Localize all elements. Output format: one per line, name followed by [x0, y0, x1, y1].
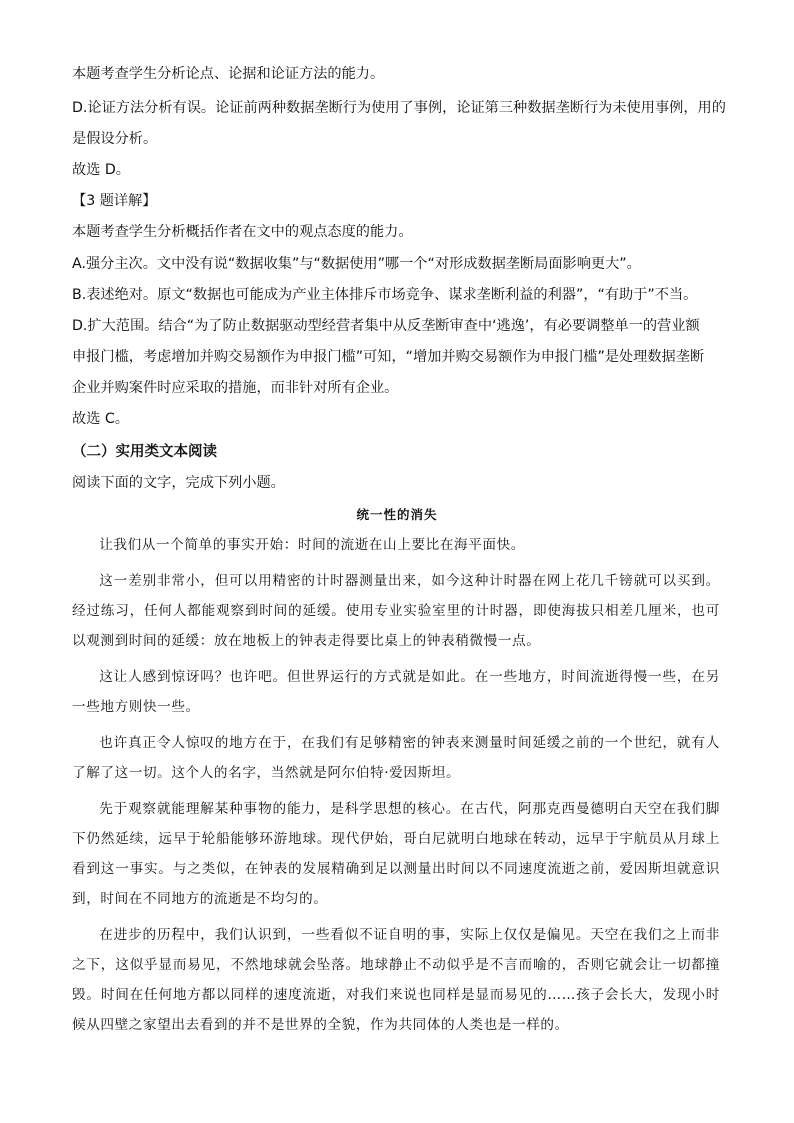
solution3-option-d-line3: 企业并购案件时应采取的措施，而非针对所有企业。	[72, 380, 399, 396]
solution3-option-a: A.强分主次。文中没有说“数据收集”与“数据使用”哪一个“对形成数据垄断局面影响更大”。	[72, 256, 641, 272]
article-paragraph: 也许真正令人惊叹的地方在于，在我们有足够精密的钟表来测量时间延缓之前的一个世纪，就有人了解了这一切。这个人的名字，当然就是阿尔伯特·爱因斯坦。	[72, 735, 720, 781]
solution2-option-d-line2: 是假设分析。	[72, 131, 158, 147]
solution3-option-d-line1: D.扩大范围。结合“为了防止数据驱动型经营者集中从反垄断审查中‘逃逸’，有必要调整单一的营业额	[72, 318, 700, 334]
article-paragraph: 这一差别非常小，但可以用精密的计时器测量出来，如今这种计时器在网上花几千镑就可以买到。经过练习，任何人都能观察到时间的延缓。使用专业实验室里的计时器，即使海拔只相差几厘米，也可以观测到时间的延缓：放在地板上的钟表走得要比桌上的钟表稍微慢一点。	[72, 573, 720, 649]
section-two-instruction: 阅读下面的文字，完成下列小题。	[72, 475, 285, 491]
section-two-heading: （二）实用类文本阅读	[72, 444, 217, 460]
article-paragraph: 这让人感到惊讶吗？也许吧。但世界运行的方式就是如此。在一些地方，时间流逝得慢一些，在另一些地方则快一些。	[72, 669, 720, 715]
solution3-intro: 本题考查学生分析概括作者在文中的观点态度的能力。	[72, 224, 413, 240]
solution3-answer: 故选 C。	[72, 411, 129, 427]
solution3-option-d-line2: 申报门槛，考虑增加并购交易额作为申报门槛”可知，“增加并购交易额作为申报门槛”是处理数据垄断	[72, 349, 705, 365]
solution2-answer: 故选 D。	[72, 162, 130, 178]
solution3-heading: 【3 题详解】	[72, 193, 157, 209]
article-title: 统一性的消失	[356, 507, 438, 522]
solution3-option-b: B.表述绝对。原文“数据也可能成为产业主体排斥市场竞争、谋求垄断利益的利器”，“有助于”不当。	[72, 287, 698, 303]
solution2-option-d-line1: D.论证方法分析有误。论证前两种数据垄断行为使用了事例，论证第三种数据垄断行为未使用事例，用的	[72, 100, 726, 116]
article-paragraph: 在进步的历程中，我们认识到，一些看似不证自明的事，实际上仅仅是偏见。天空在我们之上而非之下，这似乎显而易见，不然地球就会坠落。地球静止不动似乎是不言而喻的，否则它就会让一切都撞毁。时间在任何地方都以同样的速度流逝，对我们来说也同样是显而易见的……孩子会长大，发现小时候从四壁之家望出去看到的并不是世界的全貌，作为共同体的人类也是一样的。	[72, 927, 720, 1033]
article-paragraph: 让我们从一个简单的事实开始：时间的流逝在山上要比在海平面快。	[99, 537, 525, 553]
article-body	[72, 530, 720, 1040]
solution2-intro: 本题考查学生分析论点、论据和论证方法的能力。	[72, 66, 385, 82]
article-paragraph: 先于观察就能理解某种事物的能力，是科学思想的核心。在古代，阿那克西曼德明白天空在我们脚下仍然延续，远早于轮船能够环游地球。现代伊始，哥白尼就明白地球在转动，远早于宇航员从月球上看到这一事实。与之类似，在钟表的发展精确到足以测量出时间以不同速度流逝之前，爱因斯坦就意识到，时间在不同地方的流逝是不均匀的。	[72, 801, 720, 907]
